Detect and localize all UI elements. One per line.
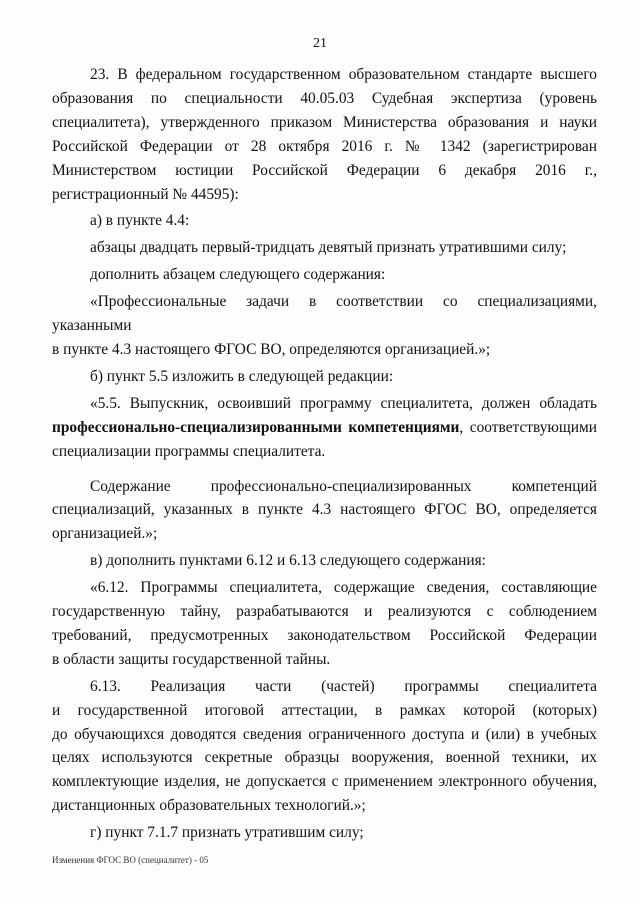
paragraph-6-13-line-6: дистанционных образовательных технологий.»;	[52, 797, 366, 815]
quote-5-5-line-1: «5.5. Выпускник, освоивший программу специалитета, должен обладать	[90, 394, 597, 412]
paragraph-6-12-line-4: в области защиты государственной тайны.	[52, 650, 331, 668]
quote-5-5	[52, 392, 597, 464]
quote-5-5-line-2-rest: , соответствующими	[459, 418, 597, 436]
quote-professional-tasks-line-1: «Профессиональные задачи в соответствии со специализациями, указанными	[52, 293, 597, 335]
quote-content-line-2: специализаций, указанных в пункте 4.3 настоящего ФГОС ВО, определяется	[52, 501, 597, 519]
quote-5-5-line-3: специализации программы специалитета.	[52, 442, 326, 460]
bold-competencies-text: профессионально-специализированными компетенциями	[52, 418, 460, 436]
item-v: в) дополнить пунктами 6.12 и 6.13 следующего содержания:	[90, 552, 486, 570]
paragraph-23-line-3: специалитета), утвержденного приказом Министерства образования и науки	[52, 113, 597, 131]
item-b: б) пункт 5.5 изложить в следующей редакции:	[90, 367, 394, 385]
paragraph-6-12-line-1: «6.12. Программы специалитета, содержащие сведения, составляющие	[90, 579, 597, 597]
quote-content-line-1: Содержание профессионально-специализированных компетенций	[90, 477, 597, 495]
paragraph-6-12-line-2: государственную тайну, разрабатываются и реализуются с соблюдением	[52, 603, 597, 621]
quote-content-line-3: организацией.»;	[52, 525, 158, 543]
quote-5-5-line-2	[52, 416, 597, 440]
item-a-sub-2: дополнить абзацем следующего содержания:	[90, 266, 386, 284]
paragraph-6-13-line-2: и государственной итоговой аттестации, в рамках которой (которых)	[52, 701, 597, 719]
paragraph-23	[52, 63, 597, 206]
paragraph-6-13-line-4: целях используются секретные образцы вооружения, военной техники, их	[52, 749, 597, 767]
quote-content-competencies	[52, 475, 597, 547]
paragraph-23-line-5: Министерством юстиции Российской Федерации 6 декабря 2016 г.,	[52, 161, 597, 179]
item-a-sub-1: абзацы двадцать первый-тридцать девятый признать утратившими силу;	[90, 239, 567, 257]
paragraph-6-13-line-3: до обучающихся доводятся сведения ограниченного доступа и (или) в учебных	[52, 725, 597, 743]
item-a: а) в пункте 4.4:	[90, 212, 190, 230]
paragraph-23-line-2: образования по специальности 40.05.03 Судебная экспертиза (уровень	[52, 89, 597, 107]
paragraph-6-13	[52, 675, 597, 818]
paragraph-6-13-line-5: комплектующие изделия, не допускается с применением электронного обучения,	[52, 773, 597, 791]
quote-professional-tasks-line-2: в пункте 4.3 настоящего ФГОС ВО, определяются организацией.»;	[52, 340, 491, 358]
document-body	[52, 63, 597, 845]
paragraph-6-12-line-3: требований, предусмотренных законодательством Российской Федерации	[52, 626, 597, 644]
page-number: 21	[313, 36, 327, 51]
paragraph-6-13-line-1: 6.13. Реализация части (частей) программы специалитета	[90, 677, 597, 695]
paragraph-6-12	[52, 576, 597, 672]
paragraph-23-line-4: Российской Федерации от 28 октября 2016 г. № 1342 (зарегистрирован	[52, 137, 597, 155]
paragraph-23-line-1: 23. В федеральном государственном образовательном стандарте высшего	[90, 66, 597, 83]
item-g: г) пункт 7.1.7 признать утратившим силу;	[90, 824, 364, 842]
quote-professional-tasks	[52, 290, 597, 362]
footer-note: Изменения ФГОС ВО (специалитет) - 05	[52, 855, 209, 865]
paragraph-23-line-6: регистрационный № 44595):	[52, 185, 239, 203]
